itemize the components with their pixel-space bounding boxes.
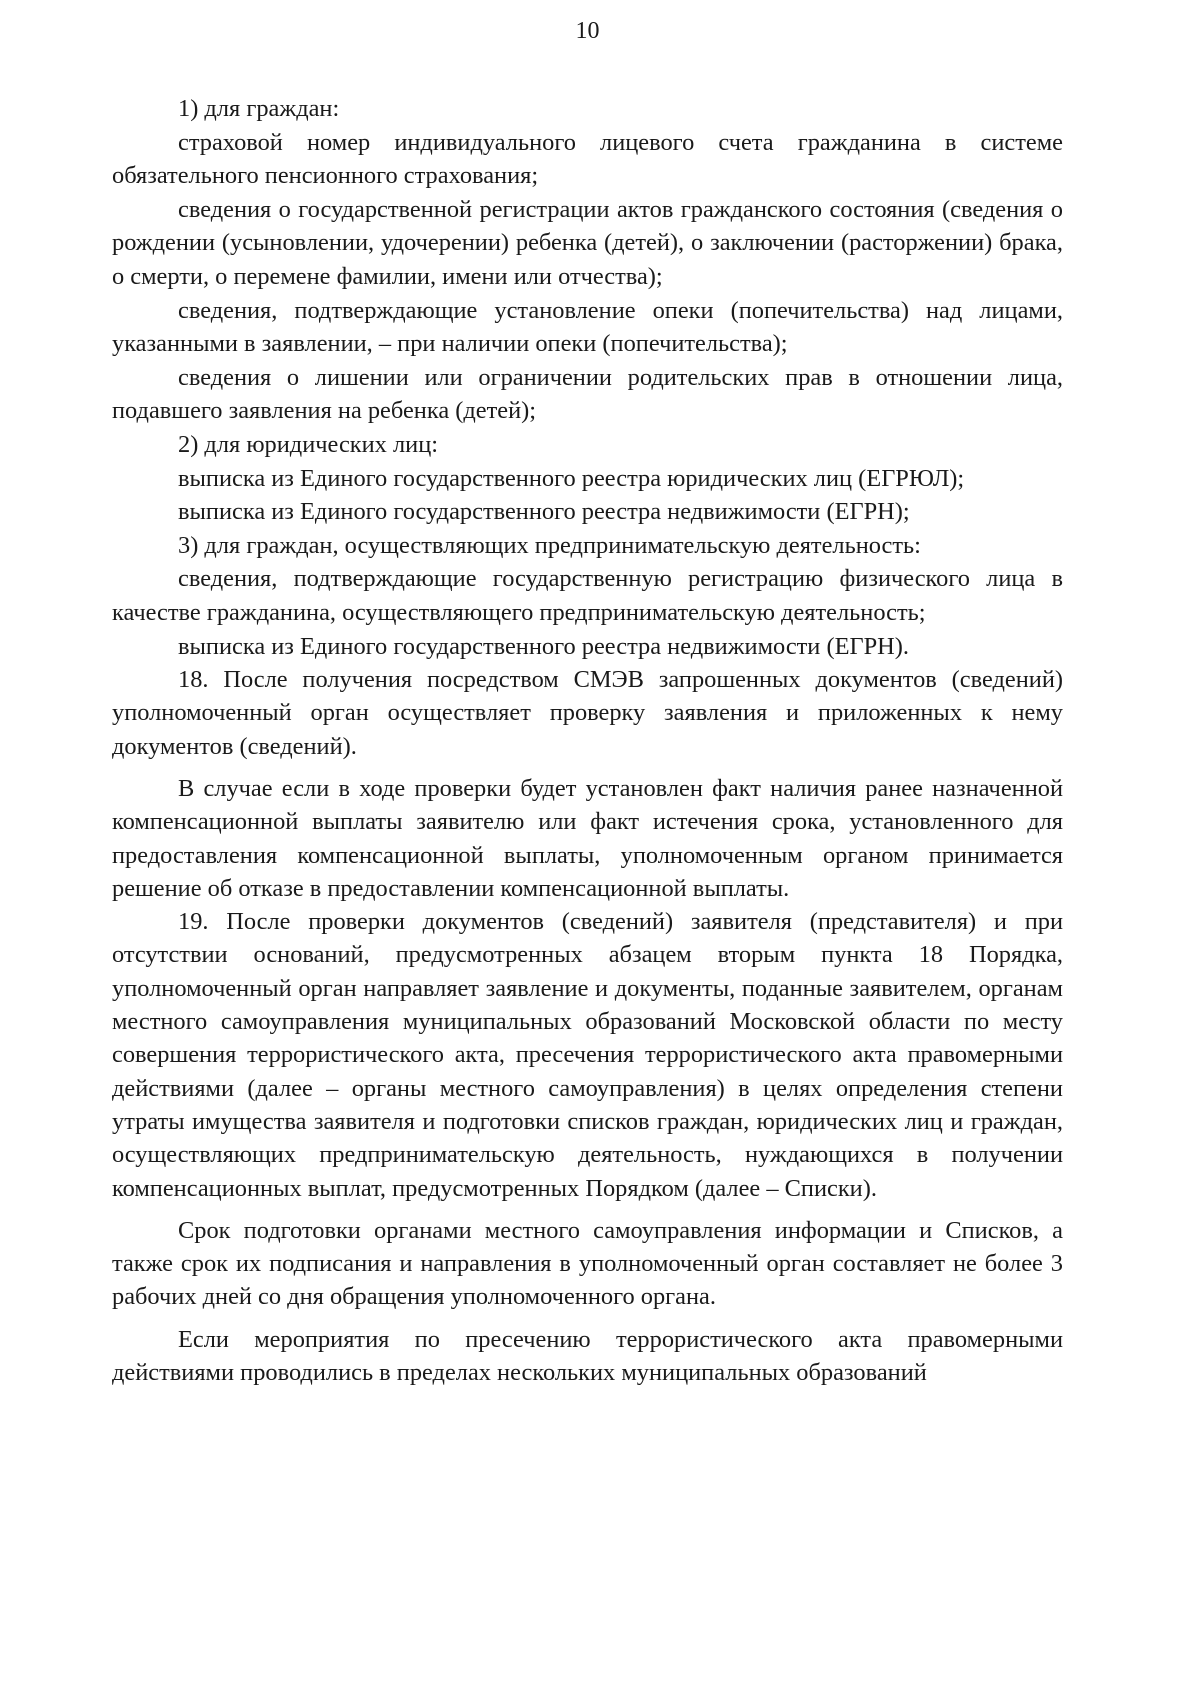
paragraph-guardianship: сведения, подтверждающие установление опеки (попечительства) над лицами, указанными в заявлении, – при наличии опеки (попечительства);: [112, 296, 1063, 358]
paragraph-item-18: 18. После получения посредством СМЭВ запрошенных документов (сведений) уполномоченный орган осуществляет проверку заявления и приложенных к нему документов (сведений).: [112, 666, 1063, 760]
paragraph-item-19: 19. После проверки документов (сведений) заявителя (представителя) и при отсутствии оснований, предусмотренных абзацем вторым пункта 18 Порядка, уполномоченный орган направляет заявление и документы, поданные заявителем, органам местного самоуправления муниципальных образований Московской области по месту совершения террористического акта, пресечения террористического акта правомерными действиями (далее – органы местного самоуправления) в целях определения степени утраты имущества заявителя и подготовки списков граждан, юридических лиц и граждан, осуществляющих предпринимательскую деятельность, нуждающихся в получении компенсационных выплат, предусмотренных Порядком (далее – Списки).: [112, 908, 1063, 1202]
page-number: 10: [575, 18, 600, 44]
paragraph-citizens-heading: 1) для граждан:: [178, 95, 340, 122]
paragraph-multiple-municipalities: Если мероприятия по пресечению террористического акта правомерными действиями проводились в пределах нескольких муниципальных образований: [112, 1325, 1063, 1387]
paragraph-entrepreneurs-heading: 3) для граждан, осуществляющих предпринимательскую деятельность:: [178, 531, 921, 559]
paragraph-egrul: выписка из Единого государственного реестра юридических лиц (ЕГРЮЛ);: [178, 464, 965, 492]
document-body: [112, 92, 1063, 1389]
paragraph-egrn-legal: выписка из Единого государственного реестра недвижимости (ЕГРН);: [178, 498, 910, 526]
paragraph-snils: страховой номер индивидуального лицевого счета гражданина в системе обязательного пенсионного страхования;: [112, 128, 1063, 190]
paragraph-parental-rights: сведения о лишении или ограничении родительских прав в отношении лица, подавшего заявления на ребенка (детей);: [112, 363, 1063, 425]
paragraph-entrepreneur-registration: сведения, подтверждающие государственную регистрацию физического лица в качестве гражданина, осуществляющего предпринимательскую деятельность;: [112, 565, 1063, 626]
paragraph-egrn-entrepreneurs: выписка из Единого государственного реестра недвижимости (ЕГРН).: [178, 632, 909, 660]
paragraph-civil-registration: сведения о государственной регистрации актов гражданского состояния (сведения о рождении (усыновлении, удочерении) ребенка (детей), о заключении (расторжении) брака, о смерти, о перемене фамилии, имени или отчества);: [112, 195, 1063, 290]
paragraph-deadline: Срок подготовки органами местного самоуправления информации и Списков, а также срок их подписания и направления в уполномоченный орган составляет не более 3 рабочих дней со дня обращения уполномоченного органа.: [112, 1216, 1063, 1311]
paragraph-refusal: В случае если в ходе проверки будет установлен факт наличия ранее назначенной компенсационной выплаты заявителю или факт истечения срока, установленного для предоставления компенсационной выплаты, уполномоченным органом принимается решение об отказе в предоставлении компенсационной выплаты.: [112, 774, 1063, 902]
paragraph-legal-entities-heading: 2) для юридических лиц:: [178, 430, 439, 458]
